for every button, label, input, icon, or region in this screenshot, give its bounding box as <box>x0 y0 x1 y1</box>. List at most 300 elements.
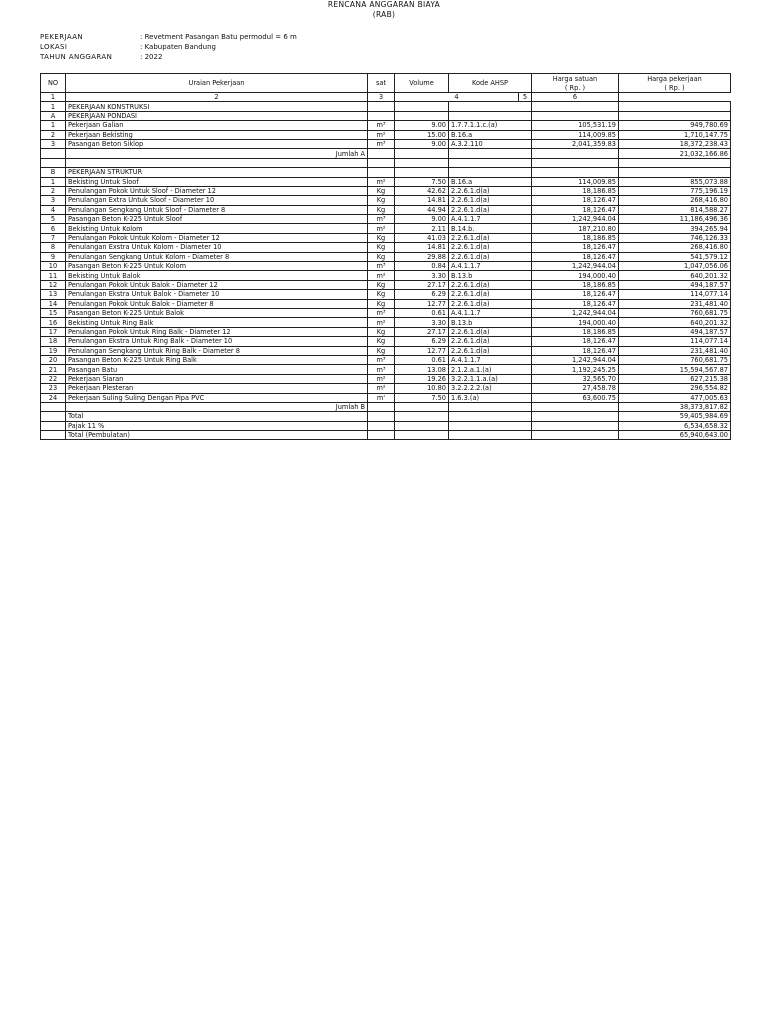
cell-uraian: Penulangan Pokok Untuk Kolom - Diameter 12 <box>66 233 368 242</box>
cell-harga-satuan <box>532 158 619 167</box>
cell-volume: 10.80 <box>395 384 449 393</box>
cell-volume: 7.50 <box>395 393 449 402</box>
cell-kode <box>449 402 532 411</box>
header-harga-satuan-unit: ( Rp. ) <box>532 83 619 93</box>
cell-harga-satuan: 194,000.40 <box>532 318 619 327</box>
header-harga-pekerjaan: Harga pekerjaan <box>619 74 731 84</box>
cell-kode: 1.7.7.1.1.c.(a) <box>449 121 532 130</box>
cell-sat: m³ <box>368 355 395 364</box>
table-row <box>41 337 731 346</box>
cell-kode: 2.2.6.1.d(a) <box>449 233 532 242</box>
cell-no: 8 <box>41 243 66 252</box>
cell-kode: A.4.1.1.7 <box>449 308 532 317</box>
table-row <box>41 121 731 130</box>
header-kode: Kode AHSP <box>449 74 532 93</box>
cell-harga-satuan: 18,126.47 <box>532 346 619 355</box>
cell-harga-pekerjaan <box>619 168 731 177</box>
cell-harga-satuan: 114,009.85 <box>532 177 619 186</box>
cell-harga-pekerjaan: 11,186,496.36 <box>619 215 731 224</box>
cell-volume: 6.29 <box>395 290 449 299</box>
cell-volume: 14.81 <box>395 243 449 252</box>
cell-no: 24 <box>41 393 66 402</box>
cell-kode <box>449 158 532 167</box>
cell-no: A <box>41 111 66 120</box>
cell-harga-pekerjaan <box>619 158 731 167</box>
table-row <box>41 280 731 289</box>
cell-kode <box>449 168 532 177</box>
cell-sat: Kg <box>368 280 395 289</box>
cell-kode: 3.2.2.2.2.(a) <box>449 384 532 393</box>
cell-volume: 15.00 <box>395 130 449 139</box>
cell-harga-satuan: 32,565.70 <box>532 374 619 383</box>
table-row <box>41 365 731 374</box>
cell-no: 4 <box>41 205 66 214</box>
cell-harga-pekerjaan: 394,265.94 <box>619 224 731 233</box>
meta-pekerjaan <box>40 32 297 42</box>
table-row <box>41 158 731 167</box>
cell-harga-pekerjaan <box>619 102 731 111</box>
cell-uraian: Pekerjaan Plesteran <box>66 384 368 393</box>
cell-harga-satuan: 27,458.78 <box>532 384 619 393</box>
cell-no: 3 <box>41 196 66 205</box>
cell-uraian: Pekerjaan Galian <box>66 121 368 130</box>
cell-uraian: Pasangan Beton K-225 Untuk Ring Balk <box>66 355 368 364</box>
colnum-1: 1 <box>41 93 66 102</box>
table-row <box>41 327 731 336</box>
table-row <box>41 431 731 440</box>
table-row <box>41 252 731 261</box>
cell-uraian: Bekisting Untuk Ring Balk <box>66 318 368 327</box>
cell-no <box>41 431 66 440</box>
cell-no: 15 <box>41 308 66 317</box>
cell-kode <box>449 421 532 430</box>
cell-volume: 0.61 <box>395 355 449 364</box>
cell-kode: A.4.1.1.7 <box>449 262 532 271</box>
cell-no: 2 <box>41 130 66 139</box>
cell-volume <box>395 111 449 120</box>
table-row <box>41 205 731 214</box>
cell-sat: m³ <box>368 215 395 224</box>
cell-harga-pekerjaan: 1,710,147.75 <box>619 130 731 139</box>
table-row <box>41 290 731 299</box>
document-title: RENCANA ANGGARAN BIAYA <box>327 0 441 9</box>
cell-sat <box>368 412 395 421</box>
table-row <box>41 130 731 139</box>
cell-sat: m² <box>368 130 395 139</box>
cell-uraian: Total (Pembulatan) <box>66 431 368 440</box>
cell-harga-pekerjaan: 746,126.33 <box>619 233 731 242</box>
cell-kode: 2.2.6.1.d(a) <box>449 186 532 195</box>
cell-volume <box>395 102 449 111</box>
cell-kode <box>449 412 532 421</box>
cell-harga-satuan: 18,126.47 <box>532 290 619 299</box>
cell-kode: 1.6.3.(a) <box>449 393 532 402</box>
cell-harga-satuan: 18,126.47 <box>532 243 619 252</box>
cell-harga-pekerjaan: 494,187.57 <box>619 327 731 336</box>
cell-kode: 3.2.2.1.1.a.(a) <box>449 374 532 383</box>
cell-harga-satuan: 18,126.47 <box>532 252 619 261</box>
cell-uraian: Penulangan Pokok Untuk Sloof - Diameter 12 <box>66 186 368 195</box>
cell-uraian: Pasangan Beton Siklop <box>66 139 368 148</box>
cell-harga-satuan: 18,186.85 <box>532 186 619 195</box>
table-row <box>41 224 731 233</box>
cell-volume <box>395 412 449 421</box>
cell-no: 2 <box>41 186 66 195</box>
cell-no <box>41 158 66 167</box>
colnum-4: 4 <box>395 93 519 102</box>
cell-harga-pekerjaan: 38,373,817.82 <box>619 402 731 411</box>
cell-uraian: Penulangan Extra Untuk Sloof - Diameter 10 <box>66 196 368 205</box>
cell-harga-satuan: 114,009.85 <box>532 130 619 139</box>
table-row <box>41 318 731 327</box>
table-row <box>41 186 731 195</box>
cell-harga-pekerjaan: 114,077.14 <box>619 290 731 299</box>
cell-sat <box>368 168 395 177</box>
cell-volume: 12.77 <box>395 299 449 308</box>
cell-no: 1 <box>41 102 66 111</box>
cell-harga-satuan: 18,186.85 <box>532 280 619 289</box>
cell-harga-pekerjaan: 855,073.88 <box>619 177 731 186</box>
table-row <box>41 233 731 242</box>
header-no: NO <box>41 74 66 93</box>
cell-no: 20 <box>41 355 66 364</box>
cell-no: 3 <box>41 139 66 148</box>
cell-harga-pekerjaan: 494,187.57 <box>619 280 731 289</box>
cell-volume <box>395 149 449 158</box>
meta-tahun-label: TAHUN ANGGARAN <box>40 53 113 61</box>
cell-kode <box>449 111 532 120</box>
table-row <box>41 271 731 280</box>
cell-kode: 2.2.6.1.d(a) <box>449 290 532 299</box>
meta-pekerjaan-label: PEKERJAAN <box>40 33 84 41</box>
meta-lokasi-label: LOKASI <box>40 43 68 51</box>
cell-volume: 27.17 <box>395 327 449 336</box>
cell-no: 19 <box>41 346 66 355</box>
cell-no: 22 <box>41 374 66 383</box>
cell-sat: Kg <box>368 346 395 355</box>
table-row <box>41 177 731 186</box>
cell-kode <box>449 102 532 111</box>
cell-no: 7 <box>41 233 66 242</box>
cell-kode: A.4.1.1.7 <box>449 355 532 364</box>
cell-harga-satuan: 63,600.75 <box>532 393 619 402</box>
cell-uraian: Total <box>66 412 368 421</box>
cell-volume <box>395 402 449 411</box>
cell-harga-pekerjaan: 6,534,658.32 <box>619 421 731 430</box>
cell-sat <box>368 149 395 158</box>
cell-volume: 3.30 <box>395 318 449 327</box>
cell-sat <box>368 111 395 120</box>
cell-no: 16 <box>41 318 66 327</box>
cell-harga-satuan: 194,000.40 <box>532 271 619 280</box>
cell-volume: 7.50 <box>395 177 449 186</box>
cell-sat <box>368 158 395 167</box>
cell-no: 18 <box>41 337 66 346</box>
cell-volume: 44.94 <box>395 205 449 214</box>
cell-kode: B.16.a <box>449 130 532 139</box>
colnum-5: 5 <box>519 93 532 102</box>
cell-harga-satuan: 18,126.47 <box>532 205 619 214</box>
cell-no: 1 <box>41 121 66 130</box>
cell-kode: 2.2.6.1.d(a) <box>449 346 532 355</box>
cell-uraian: PEKERJAAN PONDASI <box>66 111 368 120</box>
meta-lokasi-value: : Kabupaten Bandung <box>140 43 216 51</box>
table-row <box>41 299 731 308</box>
colnum-6: 6 <box>532 93 619 102</box>
cell-harga-pekerjaan: 775,196.19 <box>619 186 731 195</box>
cell-harga-satuan <box>532 111 619 120</box>
cell-sat: m² <box>368 271 395 280</box>
cell-volume: 2.11 <box>395 224 449 233</box>
cell-no <box>41 421 66 430</box>
cell-kode: 2.2.6.1.d(a) <box>449 252 532 261</box>
cell-uraian: Pasangan Beton K-225 Untuk Balok <box>66 308 368 317</box>
cell-kode: A.4.1.1.7 <box>449 215 532 224</box>
cell-harga-satuan: 18,126.47 <box>532 196 619 205</box>
cell-uraian: Penulangan Sengkang Untuk Kolom - Diameter 8 <box>66 252 368 261</box>
table-row <box>41 346 731 355</box>
cell-harga-pekerjaan: 1,047,056.06 <box>619 262 731 271</box>
cell-sat: m² <box>368 384 395 393</box>
cell-volume: 41.03 <box>395 233 449 242</box>
table-row <box>41 412 731 421</box>
cell-kode: 2.1.2.a.1.(a) <box>449 365 532 374</box>
cell-harga-satuan: 1,242,944.04 <box>532 355 619 364</box>
cell-harga-satuan: 1,242,944.04 <box>532 262 619 271</box>
cell-harga-satuan <box>532 402 619 411</box>
cell-kode: B.16.a <box>449 177 532 186</box>
cell-no: 1 <box>41 177 66 186</box>
cell-no: B <box>41 168 66 177</box>
cell-harga-satuan <box>532 421 619 430</box>
cell-sat: m³ <box>368 262 395 271</box>
cell-no <box>41 402 66 411</box>
cell-volume <box>395 421 449 430</box>
cell-sat: Kg <box>368 290 395 299</box>
cell-volume: 27.17 <box>395 280 449 289</box>
cell-kode: B.13.b <box>449 271 532 280</box>
cell-harga-satuan: 105,531.19 <box>532 121 619 130</box>
cell-harga-satuan: 1,242,944.04 <box>532 308 619 317</box>
table-row <box>41 111 731 120</box>
header-harga-pekerjaan-unit: ( Rp. ) <box>619 83 731 93</box>
cell-harga-satuan: 18,126.47 <box>532 299 619 308</box>
cell-harga-satuan: 187,210.80 <box>532 224 619 233</box>
table-row <box>41 393 731 402</box>
table-row <box>41 215 731 224</box>
meta-tahun-value: : 2022 <box>140 53 163 61</box>
cell-uraian: Penulangan Exstra Untuk Kolom - Diameter 10 <box>66 243 368 252</box>
cell-sat: Kg <box>368 299 395 308</box>
header-volume: Volume <box>395 74 449 93</box>
header-sat: sat <box>368 74 395 93</box>
cell-harga-satuan <box>532 412 619 421</box>
table-row <box>41 421 731 430</box>
cell-uraian: Bekisting Untuk Sloof <box>66 177 368 186</box>
cell-no: 5 <box>41 215 66 224</box>
cell-no: 21 <box>41 365 66 374</box>
cell-no: 11 <box>41 271 66 280</box>
cell-volume: 14.81 <box>395 196 449 205</box>
cell-volume: 3.30 <box>395 271 449 280</box>
cell-sat: m² <box>368 374 395 383</box>
cell-volume: 6.29 <box>395 337 449 346</box>
cell-volume <box>395 431 449 440</box>
cell-uraian: Penulangan Ekstra Untuk Balok - Diameter 10 <box>66 290 368 299</box>
cell-uraian: Penulangan Pokok Untuk Balok - Diameter 12 <box>66 280 368 289</box>
cell-harga-pekerjaan: 640,201.32 <box>619 271 731 280</box>
cell-harga-satuan <box>532 149 619 158</box>
cell-uraian: PEKERJAAN KONSTRUKSI <box>66 102 368 111</box>
cell-volume: 0.61 <box>395 308 449 317</box>
table-row <box>41 243 731 252</box>
table-row <box>41 374 731 383</box>
cell-harga-pekerjaan: 18,372,238.43 <box>619 139 731 148</box>
cell-harga-satuan: 1,242,944.04 <box>532 215 619 224</box>
meta-pekerjaan-value: : Revetment Pasangan Batu permodul = 6 m <box>140 33 297 41</box>
cell-harga-pekerjaan: 477,005.63 <box>619 393 731 402</box>
cell-harga-satuan: 18,126.47 <box>532 337 619 346</box>
cell-sat: m' <box>368 393 395 402</box>
table-row <box>41 384 731 393</box>
cell-uraian: Pasangan Beton K-225 Untuk Sloof <box>66 215 368 224</box>
cell-harga-pekerjaan: 59,405,984.69 <box>619 412 731 421</box>
cell-uraian: Pasangan Batu <box>66 365 368 374</box>
cell-harga-pekerjaan: 760,681.75 <box>619 308 731 317</box>
cell-kode: B.13.b <box>449 318 532 327</box>
cell-sat: Kg <box>368 186 395 195</box>
header-harga-satuan: Harga satuan <box>532 74 619 84</box>
table-header-row <box>41 74 731 84</box>
cell-harga-pekerjaan: 268,416.80 <box>619 196 731 205</box>
cell-uraian: Penulangan Pokok Untuk Balok - Diameter 8 <box>66 299 368 308</box>
cell-volume: 12.77 <box>395 346 449 355</box>
document-subtitle: (RAB) <box>372 10 396 19</box>
cell-harga-satuan <box>532 431 619 440</box>
cell-harga-pekerjaan: 268,416.80 <box>619 243 731 252</box>
cell-uraian: Penulangan Ekstra Untuk Ring Balk - Diameter 10 <box>66 337 368 346</box>
cell-harga-pekerjaan <box>619 111 731 120</box>
cell-no: 13 <box>41 290 66 299</box>
cell-no: 6 <box>41 224 66 233</box>
cell-harga-satuan: 1,192,245.25 <box>532 365 619 374</box>
cell-harga-pekerjaan: 65,940,643.00 <box>619 431 731 440</box>
cell-no: 12 <box>41 280 66 289</box>
cell-uraian: Penulangan Pokok Untuk Ring Balk - Diameter 12 <box>66 327 368 336</box>
table-row <box>41 355 731 364</box>
cell-sat: m³ <box>368 139 395 148</box>
cell-harga-satuan <box>532 102 619 111</box>
cell-harga-pekerjaan: 640,201.32 <box>619 318 731 327</box>
cell-volume: 29.88 <box>395 252 449 261</box>
cell-sat: m² <box>368 177 395 186</box>
cell-volume: 13.08 <box>395 365 449 374</box>
cell-sat: Kg <box>368 196 395 205</box>
table-row <box>41 308 731 317</box>
cell-sat: Kg <box>368 233 395 242</box>
cell-harga-satuan: 18,186.85 <box>532 327 619 336</box>
cell-sat: m³ <box>368 308 395 317</box>
cell-volume: 9.00 <box>395 215 449 224</box>
cell-kode: 2.2.6.1.d(a) <box>449 299 532 308</box>
cell-uraian: Penulangan Sengkang Untuk Sloof - Diameter 8 <box>66 205 368 214</box>
cell-volume: 9.00 <box>395 121 449 130</box>
cell-kode <box>449 431 532 440</box>
cell-volume: 19.26 <box>395 374 449 383</box>
cell-harga-pekerjaan: 15,594,567.87 <box>619 365 731 374</box>
cell-harga-pekerjaan: 541,579.12 <box>619 252 731 261</box>
header-uraian: Uraian Pekerjaan <box>66 74 368 93</box>
cell-harga-pekerjaan: 231,481.40 <box>619 346 731 355</box>
cell-sat: m² <box>368 224 395 233</box>
cell-kode: B.14.b. <box>449 224 532 233</box>
cell-sat <box>368 431 395 440</box>
table-row <box>41 196 731 205</box>
cell-harga-pekerjaan: 114,077.14 <box>619 337 731 346</box>
cell-no <box>41 412 66 421</box>
cell-no <box>41 149 66 158</box>
cell-uraian: Pajak 11 % <box>66 421 368 430</box>
cell-uraian: Pasangan Beton K-225 Untuk Kolom <box>66 262 368 271</box>
meta-lokasi <box>40 42 216 52</box>
cell-harga-pekerjaan: 627,215.38 <box>619 374 731 383</box>
cell-no: 9 <box>41 252 66 261</box>
cell-sat: m³ <box>368 365 395 374</box>
cell-kode: 2.2.6.1.d(a) <box>449 327 532 336</box>
cell-kode: 2.2.6.1.d(a) <box>449 196 532 205</box>
cell-volume: 42.62 <box>395 186 449 195</box>
table-row <box>41 149 731 158</box>
cell-harga-satuan <box>532 168 619 177</box>
cell-harga-pekerjaan: 814,588.27 <box>619 205 731 214</box>
cell-uraian: PEKERJAAN STRUKTUR <box>66 168 368 177</box>
cell-uraian: Bekisting Untuk Balok <box>66 271 368 280</box>
cell-uraian: Pekerjaan Siaran <box>66 374 368 383</box>
cell-volume: 0.84 <box>395 262 449 271</box>
cell-volume: 9.00 <box>395 139 449 148</box>
cell-no: 17 <box>41 327 66 336</box>
cell-harga-pekerjaan: 231,481.40 <box>619 299 731 308</box>
cell-uraian: Pekerjaan Suling Suling Dengan Pipa PVC <box>66 393 368 402</box>
cell-uraian: Jumlah B <box>66 402 368 411</box>
table-row <box>41 102 731 111</box>
cell-kode <box>449 149 532 158</box>
cell-no: 10 <box>41 262 66 271</box>
meta-tahun <box>40 52 162 62</box>
cell-uraian: Bekisting Untuk Kolom <box>66 224 368 233</box>
cell-kode: 2.2.6.1.d(a) <box>449 243 532 252</box>
cell-volume <box>395 158 449 167</box>
cell-uraian: Penulangan Sengkang Untuk Ring Balk - Diameter 8 <box>66 346 368 355</box>
cell-sat <box>368 402 395 411</box>
cell-harga-pekerjaan: 21,032,166.86 <box>619 149 731 158</box>
cell-kode: 2.2.6.1.d(a) <box>449 337 532 346</box>
cell-sat: Kg <box>368 243 395 252</box>
colnum-3: 3 <box>368 93 395 102</box>
cell-harga-satuan: 18,186.85 <box>532 233 619 242</box>
cell-harga-pekerjaan: 296,554.82 <box>619 384 731 393</box>
column-number-row <box>41 93 731 102</box>
cell-harga-satuan: 2,041,359.83 <box>532 139 619 148</box>
table-row <box>41 139 731 148</box>
table-row <box>41 402 731 411</box>
cell-uraian: Pekerjaan Bekisting <box>66 130 368 139</box>
cell-sat: m³ <box>368 121 395 130</box>
cell-volume <box>395 168 449 177</box>
cell-sat: Kg <box>368 337 395 346</box>
cell-kode: A.3.2.110 <box>449 139 532 148</box>
table-row <box>41 168 731 177</box>
